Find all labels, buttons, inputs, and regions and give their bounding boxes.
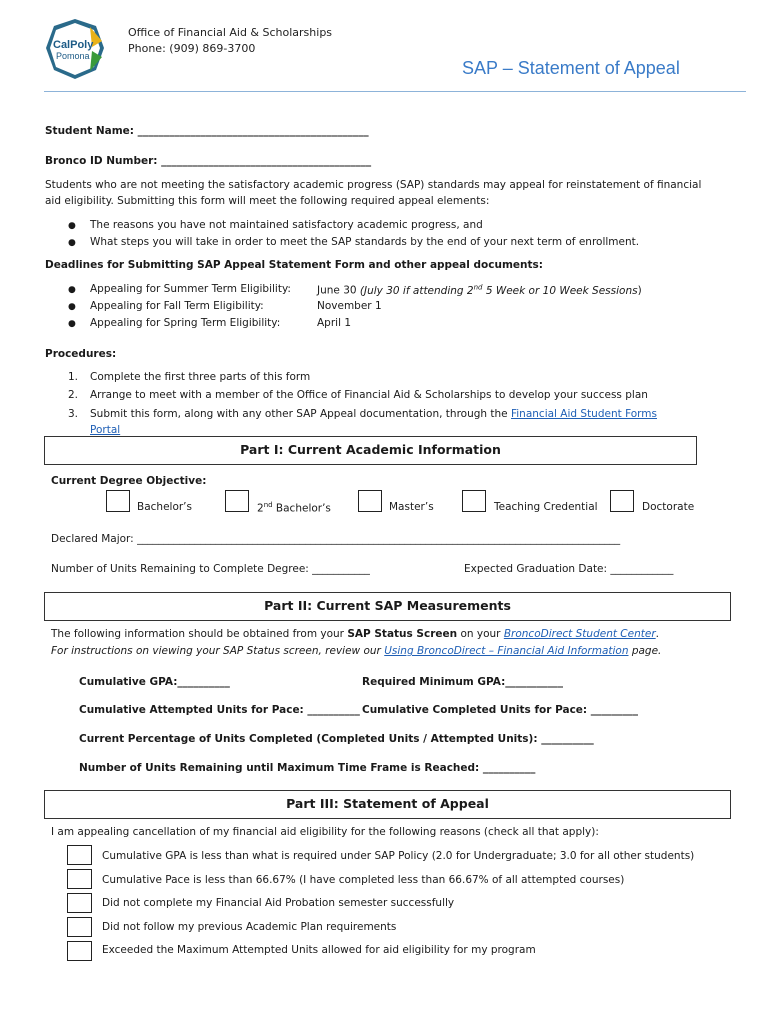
teaching-credential-label: Teaching Credential [494, 501, 598, 513]
logo-text-bottom: Pomona [56, 51, 90, 61]
completed-units-field[interactable]: Cumulative Completed Units for Pace: _________ [362, 704, 639, 716]
intro-line-2: aid eligibility. Submitting this form will meet the following required appeal elements: [45, 195, 490, 207]
logo-text-top: CalPoly [53, 39, 94, 51]
teaching-credential-checkbox[interactable] [462, 490, 486, 512]
reason-probation-label: Did not complete my Financial Aid Probation semester successfully [102, 897, 455, 909]
reason-academic-plan-label: Did not follow my previous Academic Plan requirements [102, 921, 397, 933]
reason-pace-label: Cumulative Pace is less than 66.67% (I have completed less than 66.67% of all attempted courses) [102, 874, 625, 886]
bullet-icon: ● [68, 302, 76, 312]
doctorate-label: Doctorate [642, 501, 695, 513]
bachelors-checkbox[interactable] [106, 490, 130, 512]
intro-bullet-2: What steps you will take in order to meet the SAP standards by the end of your next term of enrollment. [90, 236, 640, 248]
deadlines-heading: Deadlines for Submitting SAP Appeal Statement Form and other appeal documents: [45, 259, 543, 271]
graduation-date-field[interactable]: Expected Graduation Date: ____________ [464, 563, 674, 575]
intro-bullet-1: The reasons you have not maintained satisfactory academic progress, and [90, 219, 483, 231]
deadline-label-spring: Appealing for Spring Term Eligibility: [90, 317, 281, 329]
reason-gpa-label: Cumulative GPA is less than what is required under SAP Policy (2.0 for Undergraduate; 3.0 for all other students) [102, 850, 695, 862]
degree-objective-label: Current Degree Objective: [51, 475, 207, 487]
procedure-num: 3. [68, 408, 79, 420]
required-gpa-field[interactable]: Required Minimum GPA:___________ [362, 676, 564, 688]
reason-pace-checkbox[interactable] [67, 869, 92, 889]
deadline-label-summer: Appealing for Summer Term Eligibility: [90, 283, 291, 295]
procedure-num: 2. [68, 389, 79, 401]
masters-label: Master’s [389, 501, 434, 513]
reason-max-units-label: Exceeded the Maximum Attempted Units allowed for aid eligibility for my program [102, 944, 536, 956]
bronco-id-label: Bronco ID Number: ________________________________________ [45, 155, 372, 167]
deadline-date-spring: April 1 [317, 317, 352, 329]
bullet-icon: ● [68, 319, 76, 329]
part3-header: Part III: Statement of Appeal [44, 790, 731, 819]
second-bachelors-label: 2nd Bachelor’s [257, 501, 331, 515]
forms-portal-link[interactable]: Financial Aid Student Forms [510, 408, 657, 420]
reason-academic-plan-checkbox[interactable] [67, 917, 92, 937]
procedure-step-2: Arrange to meet with a member of the Office of Financial Aid & Scholarships to develop your success plan [90, 389, 648, 401]
university-logo [44, 17, 106, 81]
office-name: Office of Financial Aid & Scholarships [128, 26, 333, 39]
reason-probation-checkbox[interactable] [67, 893, 92, 913]
second-bachelors-checkbox[interactable] [225, 490, 249, 512]
procedure-num: 1. [68, 371, 79, 383]
reason-max-units-checkbox[interactable] [67, 941, 92, 961]
intro-line-1: Students who are not meeting the satisfactory academic progress (SAP) standards may appeal for reinstatement of financial [45, 179, 702, 191]
part1-header: Part I: Current Academic Information [44, 436, 697, 465]
attempted-units-field[interactable]: Cumulative Attempted Units for Pace: __________ [79, 704, 360, 716]
appeal-intro: I am appealing cancellation of my financial aid eligibility for the following reasons (check all that apply): [51, 826, 599, 838]
bachelors-label: Bachelor’s [137, 501, 192, 513]
office-phone: Phone: (909) 869-3700 [128, 42, 256, 55]
units-until-max-field[interactable]: Number of Units Remaining until Maximum Time Frame is Reached: __________ [79, 762, 536, 774]
part2-header: Part II: Current SAP Measurements [44, 592, 731, 621]
sap-info-line: The following information should be obtained from your SAP Status Screen on your BroncoDirect Student Center. [51, 628, 659, 640]
student-name-label: Student Name: ____________________________________________ [45, 125, 369, 137]
deadline-date-summer: June 30 (July 30 if attending 2nd 5 Week or 10 Week Sessions) [317, 283, 642, 297]
units-remaining-field[interactable]: Number of Units Remaining to Complete Degree: ___________ [51, 563, 370, 575]
procedure-step-3: Submit this form, along with any other SAP Appeal documentation, through the Financial Aid Student Forms [90, 408, 657, 420]
sap-instructions-line: For instructions on viewing your SAP Status screen, review our Using BroncoDirect – Financial Aid Information page. [51, 645, 662, 657]
financial-aid-info-link[interactable]: Using BroncoDirect – Financial Aid Information [384, 645, 629, 657]
declared-major-field[interactable]: Declared Major: ____________________________________________________________________________________________ [51, 533, 621, 545]
page-title: SAP – Statement of Appeal [462, 58, 680, 78]
student-name-field[interactable]: ____________________________________________ [137, 125, 369, 137]
bullet-icon: ● [68, 285, 76, 295]
deadline-label-fall: Appealing for Fall Term Eligibility: [90, 300, 264, 312]
bullet-icon: ● [68, 221, 76, 231]
percentage-completed-field[interactable]: Current Percentage of Units Completed (Completed Units / Attempted Units): __________ [79, 733, 594, 745]
deadline-date-fall: November 1 [317, 300, 382, 312]
cumulative-gpa-field[interactable]: Cumulative GPA:__________ [79, 676, 230, 688]
reason-gpa-checkbox[interactable] [67, 845, 92, 865]
procedures-heading: Procedures: [45, 348, 117, 360]
procedure-step-1: Complete the first three parts of this form [90, 371, 311, 383]
broncodirect-link[interactable]: BroncoDirect Student Center [503, 628, 656, 640]
masters-checkbox[interactable] [358, 490, 382, 512]
forms-portal-link-cont[interactable]: Portal [90, 424, 121, 436]
header-rule [44, 91, 746, 92]
doctorate-checkbox[interactable] [610, 490, 634, 512]
bullet-icon: ● [68, 238, 76, 248]
bronco-id-field[interactable]: ________________________________________ [161, 155, 372, 167]
